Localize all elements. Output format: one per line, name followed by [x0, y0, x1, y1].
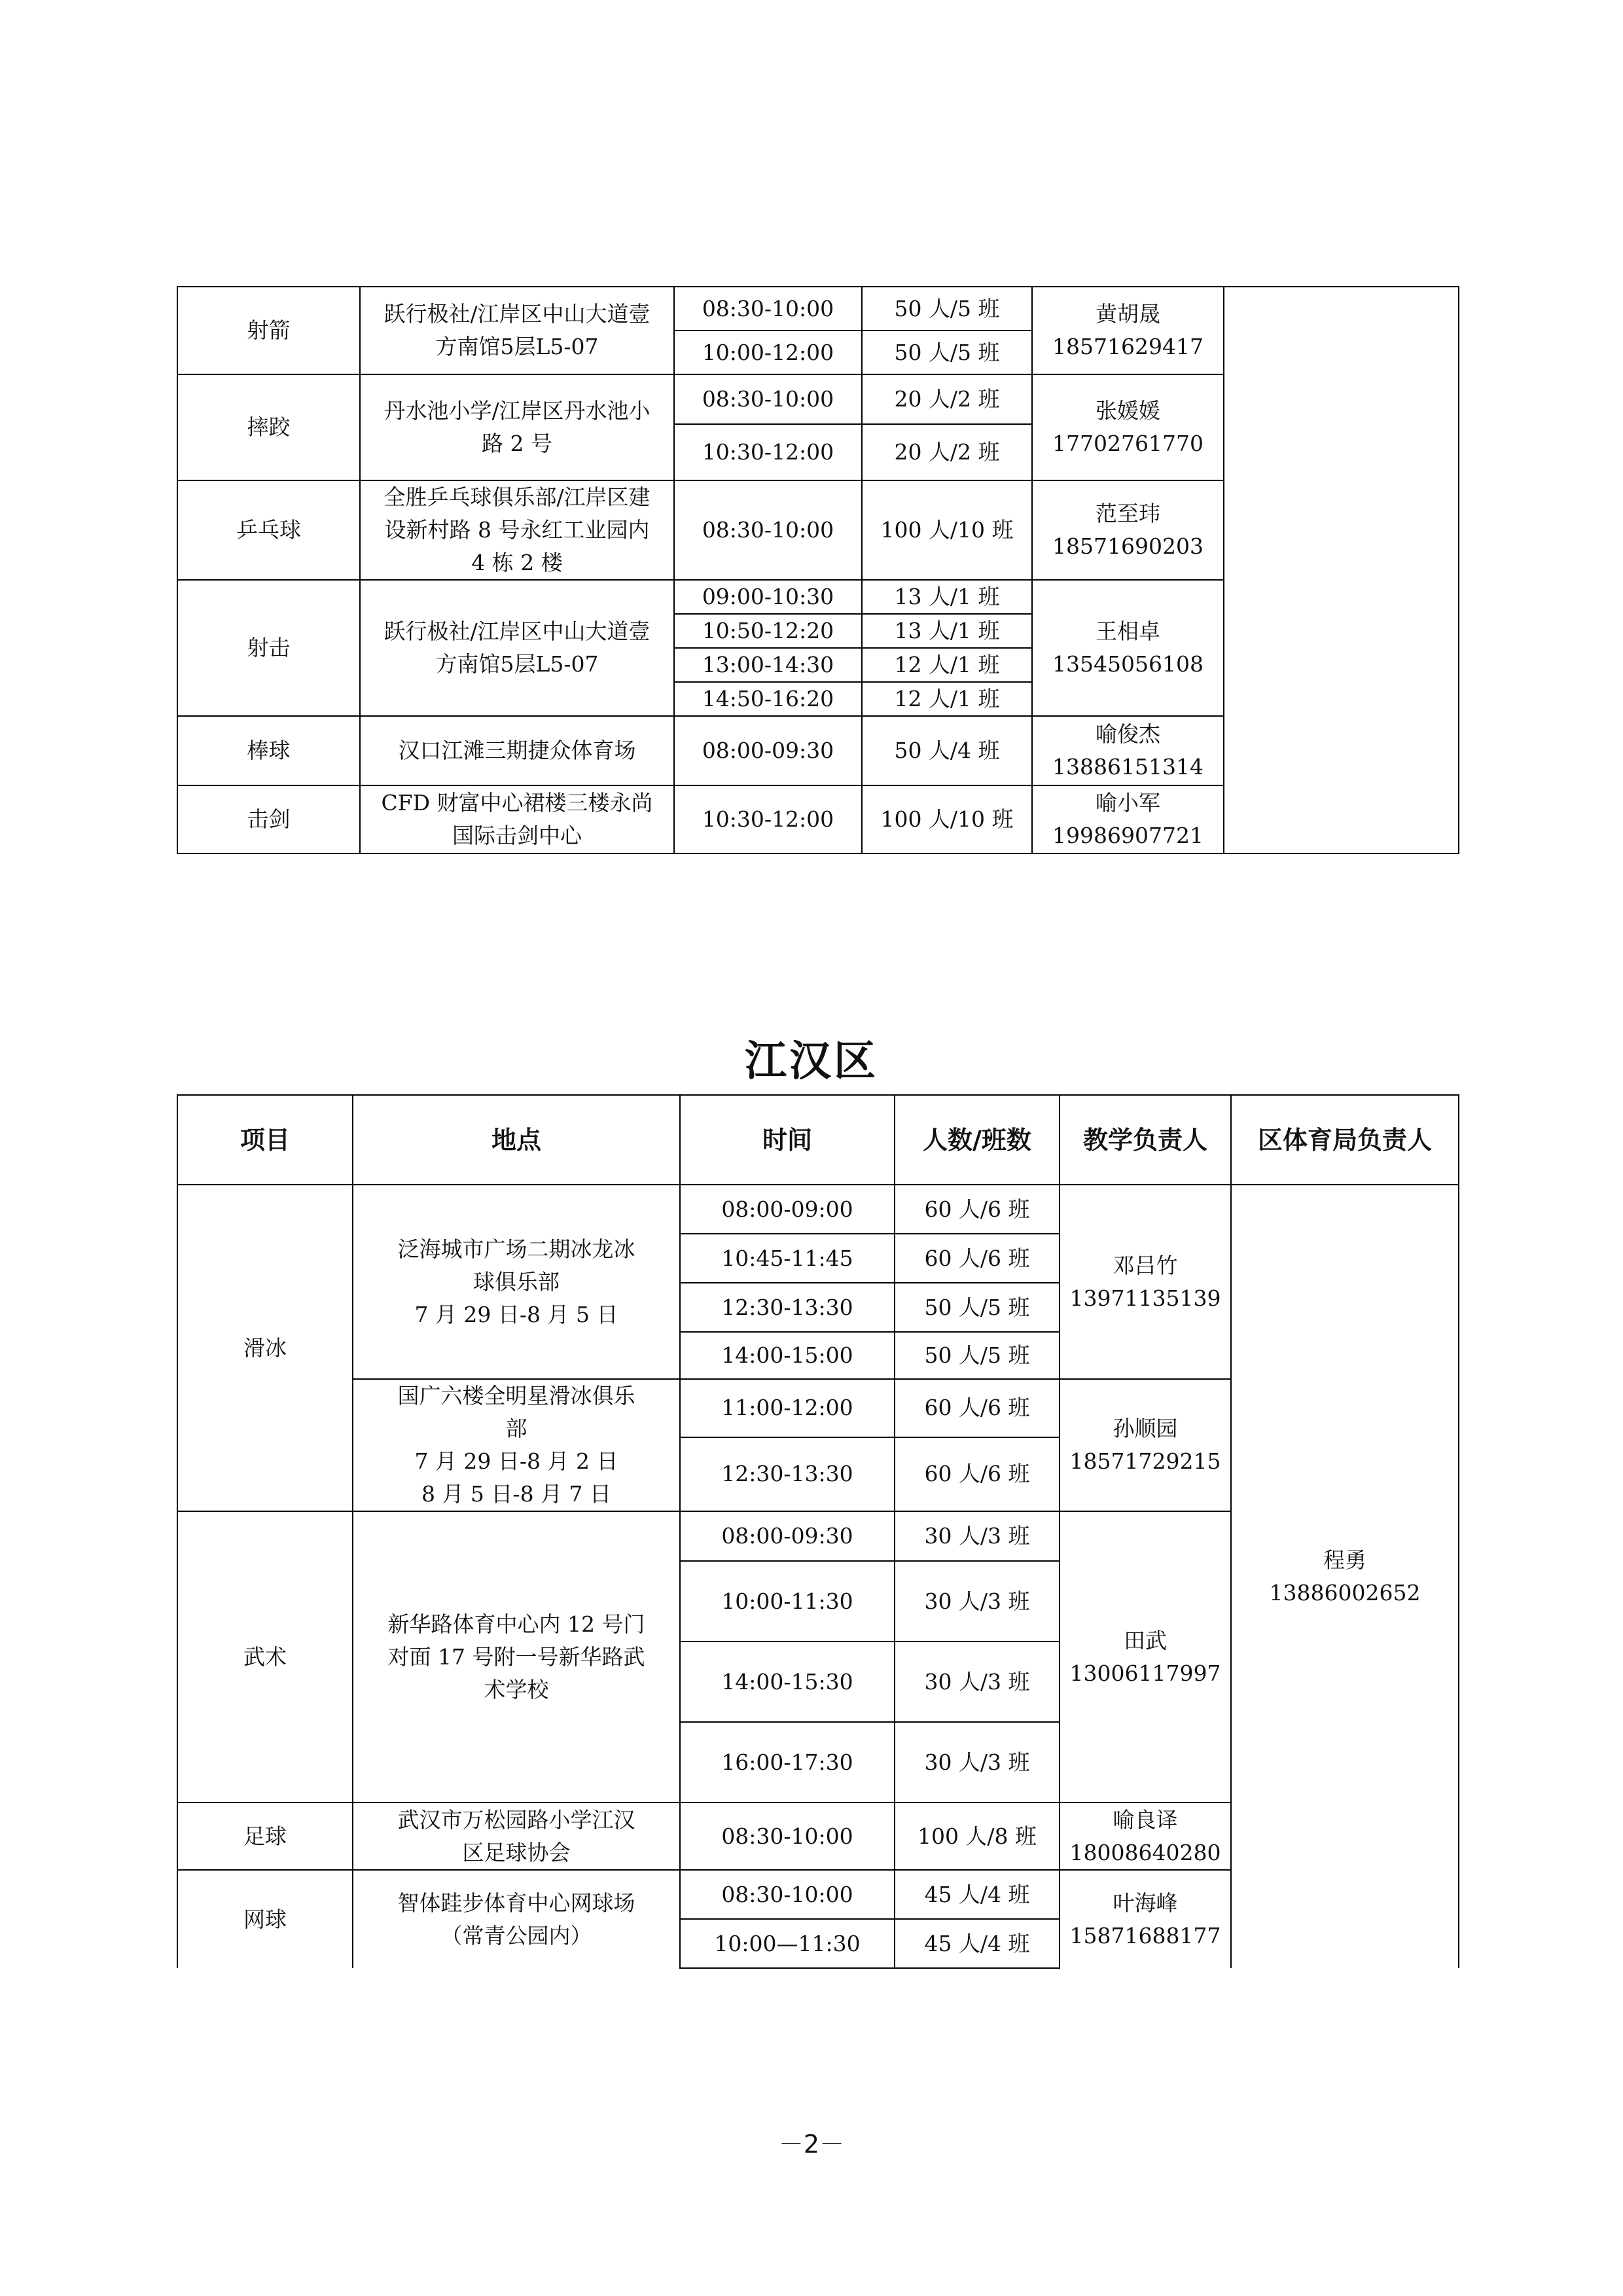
project-cell: 击剑: [177, 785, 360, 853]
teacher-phone: 19986907721: [1052, 823, 1204, 848]
location-line: 泛海城市广场二期冰龙冰: [397, 1236, 635, 1262]
time-cell: 10:50-12:20: [674, 614, 862, 648]
time-cell: 10:45-11:45: [680, 1234, 895, 1283]
capacity-cell: 30 人/3 班: [895, 1722, 1060, 1803]
location-cell: 跃行极社/江岸区中山大道壹方南馆5层L5-07: [360, 287, 674, 374]
teacher-phone: 17702761770: [1052, 431, 1204, 456]
teacher-cell: [1032, 287, 1224, 374]
location-cell: [353, 1870, 680, 1968]
project-cell: 乒乓球: [177, 480, 360, 580]
location-cell: [353, 1803, 680, 1870]
teacher-name: 范至玮: [1096, 501, 1160, 526]
project-cell: 滑冰: [177, 1185, 353, 1511]
project-cell: 网球: [177, 1870, 353, 1968]
capacity-cell: 45 人/4 班: [895, 1919, 1060, 1968]
capacity-cell: 50 人/4 班: [862, 716, 1032, 785]
capacity-cell: 60 人/6 班: [895, 1437, 1060, 1511]
teacher-phone: 18571629417: [1052, 334, 1204, 359]
jiangan-schedule-table-continued: [177, 286, 1459, 854]
location-line: 对面 17 号附一号新华路武: [387, 1643, 645, 1670]
jianghan-schedule-table: [177, 1094, 1459, 1969]
teacher-name: 邓吕竹: [1113, 1252, 1178, 1278]
location-cell: [353, 1511, 680, 1803]
time-cell: 14:00-15:00: [680, 1332, 895, 1379]
teacher-cell: [1032, 374, 1224, 480]
capacity-cell: 13 人/1 班: [862, 614, 1032, 648]
location-cell: [353, 1379, 680, 1511]
project-cell: 武术: [177, 1511, 353, 1803]
teacher-cell: [1032, 580, 1224, 716]
time-cell: 08:00-09:30: [680, 1511, 895, 1561]
location-line: 国广六楼全明星滑冰俱乐: [397, 1383, 635, 1408]
time-cell: 10:30-12:00: [674, 785, 862, 853]
time-cell: 08:30-10:00: [680, 1803, 895, 1870]
teacher-name: 王相卓: [1096, 619, 1160, 644]
location-line: 8 月 5 日-8 月 7 日: [421, 1481, 612, 1507]
header-district: 区体育局负责人: [1231, 1095, 1459, 1185]
capacity-cell: 50 人/5 班: [895, 1283, 1060, 1332]
location-line: 球俱乐部: [473, 1268, 560, 1295]
time-cell: 08:30-10:00: [674, 287, 862, 331]
capacity-cell: 100 人/10 班: [862, 480, 1032, 580]
location-line: 术学校: [484, 1676, 549, 1702]
location-cell: 全胜乒乓球俱乐部/江岸区建设新村路 8 号永红工业园内 4 栋 2 楼: [360, 480, 674, 580]
capacity-cell: 50 人/5 班: [862, 331, 1032, 374]
teacher-phone: 15871688177: [1069, 1922, 1221, 1948]
teacher-phone: 13006117997: [1069, 1660, 1221, 1686]
district-contact-cell: [1224, 287, 1459, 853]
capacity-cell: 12 人/1 班: [862, 682, 1032, 716]
teacher-cell: [1032, 480, 1224, 580]
district-contact-cell: [1231, 1185, 1459, 1968]
location-cell: [353, 1185, 680, 1379]
location-line: （常青公园内）: [440, 1922, 592, 1948]
time-cell: 08:00-09:30: [674, 716, 862, 785]
teacher-cell: [1060, 1803, 1231, 1870]
project-cell: 射击: [177, 580, 360, 716]
teacher-name: 喻俊杰: [1096, 721, 1160, 747]
time-cell: 14:00-15:30: [680, 1641, 895, 1722]
capacity-cell: 100 人/8 班: [895, 1803, 1060, 1870]
project-cell: 棒球: [177, 716, 360, 785]
capacity-cell: 60 人/6 班: [895, 1234, 1060, 1283]
teacher-cell: [1032, 785, 1224, 853]
location-cell: 丹水池小学/江岸区丹水池小路 2 号: [360, 374, 674, 480]
teacher-name: 喻小军: [1096, 790, 1160, 816]
capacity-cell: 20 人/2 班: [862, 374, 1032, 424]
time-cell: 08:30-10:00: [674, 480, 862, 580]
time-cell: 16:00-17:30: [680, 1722, 895, 1803]
teacher-phone: 18571690203: [1052, 533, 1204, 559]
capacity-cell: 60 人/6 班: [895, 1185, 1060, 1234]
time-cell: 08:00-09:00: [680, 1185, 895, 1234]
header-time: 时间: [680, 1095, 895, 1185]
time-cell: 14:50-16:20: [674, 682, 862, 716]
header-location: 地点: [353, 1095, 680, 1185]
teacher-name: 叶海峰: [1113, 1890, 1178, 1916]
teacher-name: 张媛媛: [1096, 398, 1160, 423]
capacity-cell: 30 人/3 班: [895, 1561, 1060, 1641]
district-contact-phone: 13886002652: [1269, 1580, 1421, 1605]
location-cell: 跃行极社/江岸区中山大道壹方南馆5层L5-07: [360, 580, 674, 716]
location-line: 7 月 29 日-8 月 2 日: [414, 1448, 618, 1474]
capacity-cell: 13 人/1 班: [862, 580, 1032, 614]
teacher-name: 孙顺园: [1113, 1416, 1178, 1441]
capacity-cell: 100 人/10 班: [862, 785, 1032, 853]
capacity-cell: 60 人/6 班: [895, 1379, 1060, 1437]
location-cell: 汉口江滩三期捷众体育场: [360, 716, 674, 785]
capacity-cell: 12 人/1 班: [862, 648, 1032, 682]
teacher-phone: 13886151314: [1052, 754, 1204, 780]
time-cell: 12:30-13:30: [680, 1437, 895, 1511]
teacher-cell: [1032, 716, 1224, 785]
teacher-cell: [1060, 1511, 1231, 1803]
header-project: 项目: [177, 1095, 353, 1185]
capacity-cell: 50 人/5 班: [862, 287, 1032, 331]
teacher-phone: 18008640280: [1069, 1839, 1221, 1865]
time-cell: 10:00—11:30: [680, 1919, 895, 1968]
capacity-cell: 30 人/3 班: [895, 1511, 1060, 1561]
teacher-phone: 13971135139: [1069, 1285, 1221, 1311]
capacity-cell: 50 人/5 班: [895, 1332, 1060, 1379]
teacher-cell: [1060, 1185, 1231, 1379]
location-line: 7 月 29 日-8 月 5 日: [414, 1301, 618, 1327]
section-title: 江汉区: [745, 1037, 878, 1086]
header-capacity: 人数/班数: [895, 1095, 1060, 1185]
time-cell: 09:00-10:30: [674, 580, 862, 614]
location-cell: CFD 财富中心裙楼三楼永尚国际击剑中心: [360, 785, 674, 853]
teacher-phone: 18571729215: [1069, 1448, 1221, 1474]
time-cell: 12:30-13:30: [680, 1283, 895, 1332]
location-line: 智体跬步体育中心网球场: [397, 1890, 635, 1916]
location-line: 武汉市万松园路小学江汉: [397, 1806, 635, 1833]
location-line: 区足球协会: [462, 1839, 571, 1865]
location-line: 部: [505, 1416, 527, 1441]
project-cell: 摔跤: [177, 374, 360, 480]
time-cell: 10:00-11:30: [680, 1561, 895, 1641]
teacher-name: 喻良译: [1113, 1806, 1178, 1833]
project-cell: 射箭: [177, 287, 360, 374]
capacity-cell: 20 人/2 班: [862, 424, 1032, 480]
project-cell: 足球: [177, 1803, 353, 1870]
page-number: －2－: [778, 2130, 845, 2159]
teacher-name: 黄胡晟: [1096, 301, 1160, 327]
time-cell: 08:30-10:00: [674, 374, 862, 424]
capacity-cell: 45 人/4 班: [895, 1870, 1060, 1919]
time-cell: 10:30-12:00: [674, 424, 862, 480]
header-teacher: 教学负责人: [1060, 1095, 1231, 1185]
location-line: 新华路体育中心内 12 号门: [387, 1611, 645, 1637]
time-cell: 10:00-12:00: [674, 331, 862, 374]
capacity-cell: 30 人/3 班: [895, 1641, 1060, 1722]
teacher-name: 田武: [1124, 1627, 1167, 1653]
time-cell: 11:00-12:00: [680, 1379, 895, 1437]
time-cell: 13:00-14:30: [674, 648, 862, 682]
teacher-cell: [1060, 1379, 1231, 1511]
teacher-cell: [1060, 1870, 1231, 1968]
district-contact-name: 程勇: [1323, 1547, 1366, 1573]
teacher-phone: 13545056108: [1052, 651, 1204, 677]
time-cell: 08:30-10:00: [680, 1870, 895, 1919]
